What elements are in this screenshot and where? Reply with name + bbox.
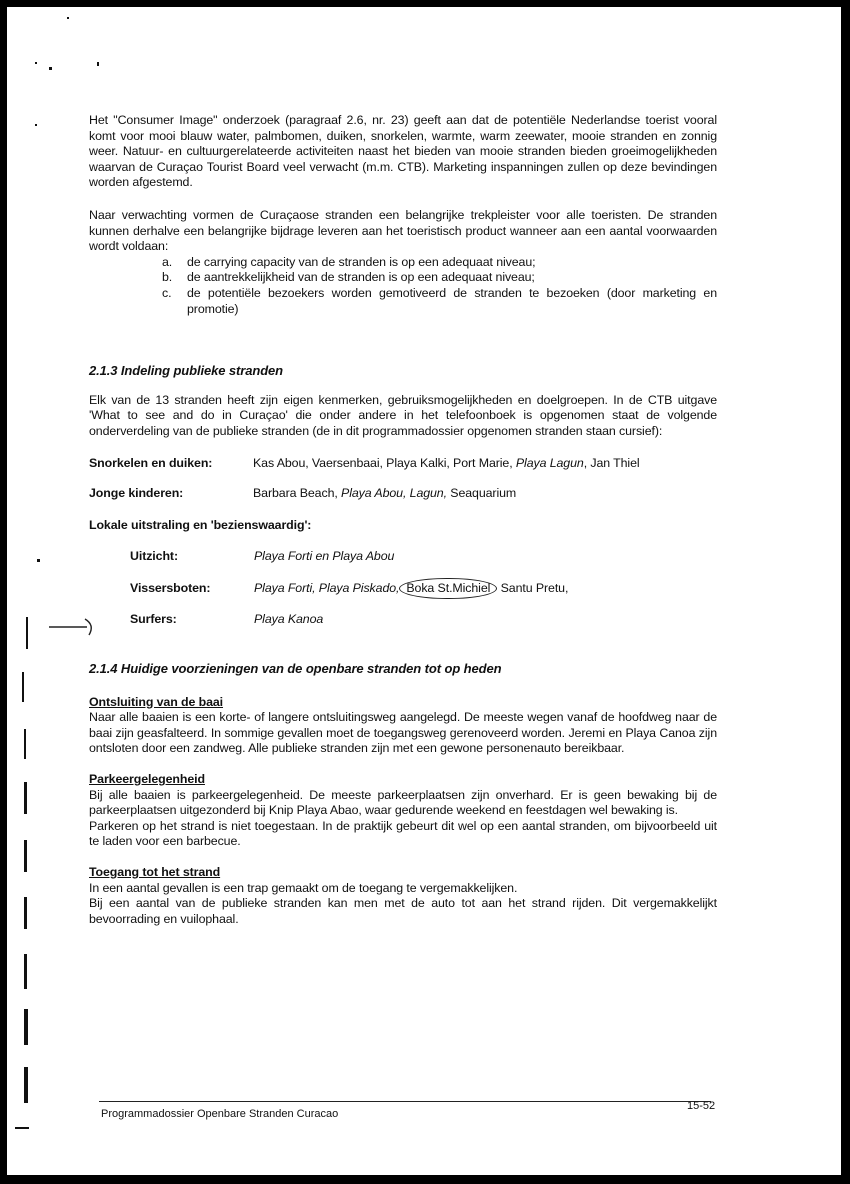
conditions-list (162, 255, 717, 317)
list-item: a. de carrying capacity van de stranden is op een adequaat niveau; (162, 254, 536, 269)
margin-bar (24, 1067, 28, 1103)
scan-speck (97, 62, 99, 66)
section-2-1-3-paragraph: Elk van de 13 stranden heeft zijn eigen kenmerken, gebruiksmogelijkheden en doelgroepen. In de CTB uitgave 'What to see and do in Curaçao' die onder andere in het telefoonboek is opgenomen staat de volgende onderverdeling van de publieke stranden (de in dit programmadossier opgenomen stranden staan cursief): (89, 392, 717, 438)
page-number: 15-52 (687, 1100, 716, 1112)
margin-bar (24, 840, 27, 872)
margin-dash (15, 1127, 29, 1129)
list-item: b. de aantrekkelijkheid van de stranden is op een adequaat niveau; (162, 270, 535, 285)
subheading-parking: Parkeergelegenheid (89, 772, 205, 787)
section-heading-2-1-3: 2.1.3 Indeling publieke stranden (89, 363, 284, 379)
footer-rule (99, 1101, 711, 1102)
category-kids: Jonge kinderen: Barbara Beach, Playa Abou, Lagun, Seaquarium (89, 486, 517, 501)
margin-bar (26, 617, 28, 649)
parking-paragraph-2: Parkeren op het strand is niet toegestaan. In de praktijk gebeurt dit wel op een aantal stranden, om bijvoorbeeld uit te laden voor een barbecue. (89, 818, 717, 849)
beach-paragraph-2: Bij een aantal van de publieke stranden kan men met de auto tot aan het strand rijden. Dit vergemakkelijkt bevoorrading en vuilophaal. (89, 896, 717, 926)
list-item: c. de potentiële bezoekers worden gemotiveerd de stranden te bezoeken (door marketing en promotie) (162, 285, 717, 316)
access-paragraph: Naar alle baaien is een korte- of langere ontsluitingsweg aangelegd. De meeste wegen vanaf de hoofdweg naar de baai zijn geasfalteerd. In sommige gevallen moet de toegangsweg gerenoveerd worden. Jeremi en Playa Canoa zijn ontsloten door een zandweg. Alle publieke stranden zijn met een gewone personenauto bereikbaar. (89, 710, 717, 756)
category-view: Uitzicht: Playa Forti en Playa Abou (130, 549, 395, 564)
intro-paragraph-1: Het "Consumer Image" onderzoek (paragraaf 2.6, nr. 23) geeft aan dat de potentiële Nederlandse toerist vooral komt voor mooi blauw water, palmbomen, duiken, snorkelen, warmte, warm zeewater, mooie stranden en zonnig weer. Natuur- en cultuurgerelateerde activiteiten naast het bieden van mooie stranden bieden groeimogelijkheden waarvan de Curaçao Tourist Board veel verwacht (m.m. CTB). Marketing inspanningen zullen op deze bevindingen worden afgestemd. (89, 113, 717, 190)
subheading-access: Ontsluiting van de baai (89, 694, 224, 709)
category-snorkel: Snorkelen en duiken: Kas Abou, Vaersenbaai, Playa Kalki, Port Marie, Playa Lagun, Jan Thiel (89, 455, 640, 470)
category-local: Lokale uitstraling en 'bezienswaardig': (89, 517, 312, 532)
margin-bar (24, 1009, 28, 1045)
scan-speck (35, 124, 37, 126)
margin-bar (24, 954, 27, 989)
document-page (7, 7, 841, 1175)
margin-bar (24, 897, 27, 929)
margin-bar (24, 729, 26, 759)
margin-bar (22, 672, 24, 702)
scan-speck (35, 62, 37, 64)
beach-paragraph-1: In een aantal gevallen is een trap gemaakt om de toegang te vergemakkelijken. (89, 880, 518, 895)
handwritten-circle: Boka St.Michiel (399, 578, 497, 600)
margin-bar (24, 782, 27, 814)
category-surf: Surfers: Playa Kanoa (130, 612, 324, 627)
scan-speck (49, 67, 52, 70)
scan-speck (67, 17, 69, 19)
document-body (89, 113, 717, 927)
scan-speck (37, 559, 40, 562)
footer-title: Programmadossier Openbare Stranden Curacao (101, 1108, 339, 1120)
parking-paragraph-1: Bij alle baaien is parkeergelegenheid. De meeste parkeerplaatsen zijn onverhard. Er is geen bewaking bij de parkeerplaatsen uitgezonderd bij Knip Playa Abao, waar gedurende weekend en feestdagen wel bewaking is. (89, 787, 717, 818)
intro-paragraph-2: Naar verwachting vormen de Curaçaose stranden een belangrijke trekpleister voor alle toeristen. De stranden kunnen derhalve een belangrijke bijdrage leveren aan het toeristisch product wanneer aan een aantal voorwaarden wordt voldaan: (89, 207, 717, 254)
subheading-beach-access: Toegang tot het strand (89, 865, 221, 879)
section-heading-2-1-4: 2.1.4 Huidige voorzieningen van de openbare stranden tot op heden (89, 661, 502, 677)
category-boats: Vissersboten: Playa Forti, Playa Piskado, Boka St.Michiel Santu Pretu, (89, 581, 717, 597)
